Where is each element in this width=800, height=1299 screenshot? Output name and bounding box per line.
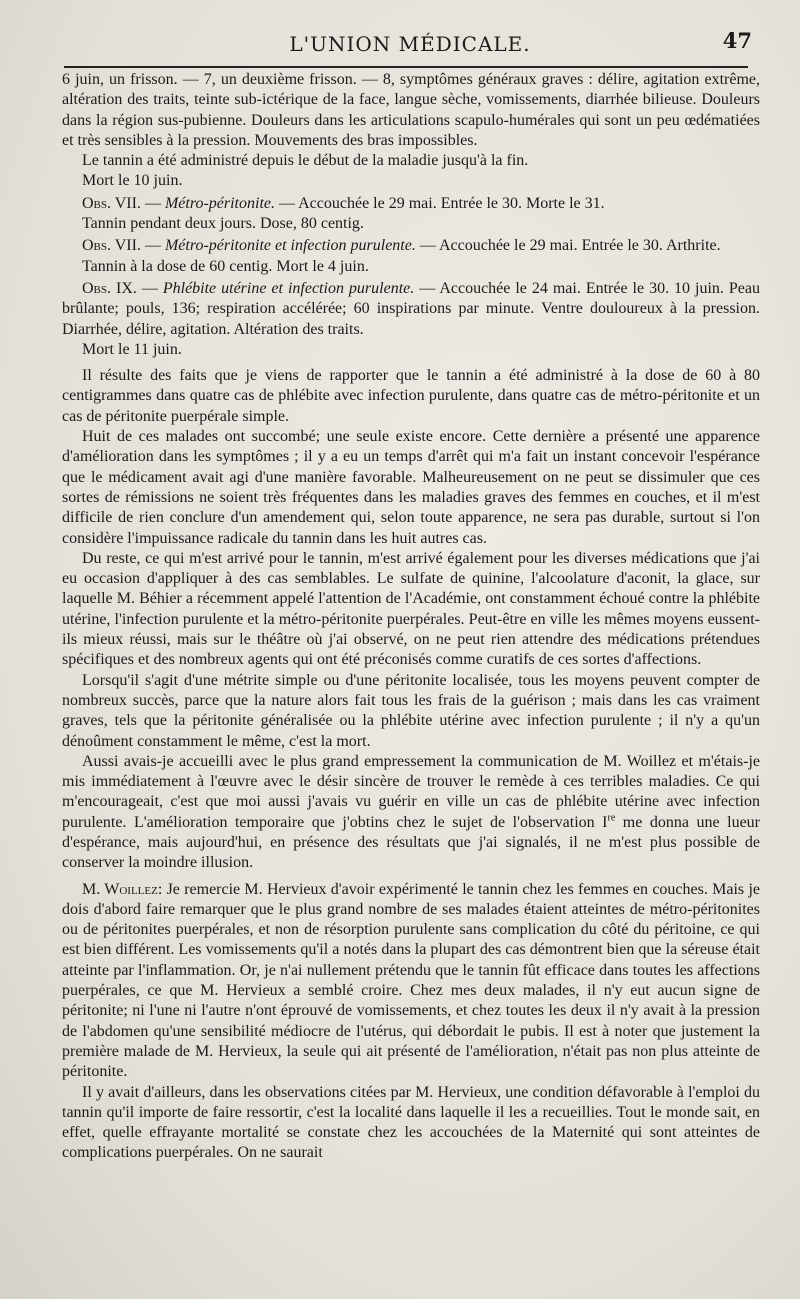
- observation-text: — Accouchée le 29 mai. Entrée le 30. Morte le 31.: [274, 194, 605, 212]
- page-body: [62, 70, 760, 1164]
- observation-title: Métro-péritonite et infection purulente.: [164, 237, 416, 255]
- observation-label: Obs. IX.: [82, 279, 137, 297]
- paragraph: Du reste, ce qui m'est arrivé pour le tannin, m'est arrivé également pour les diverses médications que j'ai eu occasion d'appliquer à des cas semblables. Le sulfate de quinine, l'alcoolature d'aconit, la glace, sur laquelle M. Béhier a récemment appelé l'attention de l'Académie, ont constamment échoué contre la phlébite utérine, l'infection purulente et la métro-péritonite puerpérales. Peut-être en ville les mêmes moyens eussent-ils mieux réussi, mais sur le théâtre où j'ai observé, on ne peut rien attendre des médications prétendues spécifiques et des nombreux agents qui ont été préconisés comme curatifs de ces sortes d'affections.: [62, 549, 760, 669]
- speech-text: : Je remercie M. Hervieux d'avoir expérimenté le tannin chez les femmes en couches. Mais je dois d'abord faire remarquer que le plus grand nombre de ses malades étaient atteintes de métro-péritonites ou de péritonites puerpérales, et non de résorption purulente sans complication du côté du péritoine, ce qui est bien différent. Les vomissements qu'il a notés dans la plupart des cas démontrent bien que la séreuse était atteinte par l'inflammation. Or, je n'ai nullement prétendu que le tannin fût efficace dans toutes les affections puerpérales, ce que M. Hervieux a semblé croire. Chez mes deux malades, il n'y eut aucun signe de péritonite; ni l'une ni l'autre n'ont éprouvé de vomissements, et chez toutes les deux il n'y avait à la pression de l'abdomen qu'une sensibilité médiocre de l'utérus, qui débordait le pubis. Il est à noter que justement la première malade de M. Hervieux, la seule qui ait présenté de l'amélioration, n'était pas non plus atteinte de péritonite.: [62, 880, 760, 1081]
- paragraph: Il y avait d'ailleurs, dans les observations citées par M. Hervieux, une condition défavorable à l'emploi du tannin qu'il importe de faire ressortir, c'est la localité dans laquelle il les a recueillies. Tout le monde sait, en effet, quelle effrayante mortalité se constate chez les accouchées de la Maternité qui sont atteintes de complications puerpérales. On ne saurait: [62, 1083, 760, 1162]
- observation-label: Obs. VII.: [82, 194, 141, 212]
- woillez-remarks: [62, 880, 760, 1083]
- observation-title: Métro-péritonite.: [164, 194, 275, 212]
- observation-label: Obs. VII.: [82, 237, 141, 255]
- paragraph: Il résulte des faits que je viens de rapporter que le tannin a été administré à la dose de 60 à 80 centigrammes dans quatre cas de phlébite avec infection purulente, dans quatre cas de métro-péritonite et un cas de péritonite puerpérale simple.: [62, 367, 760, 425]
- journal-title: L'UNION MÉDICALE.: [289, 32, 531, 56]
- paragraph: Lorsqu'il s'agit d'une métrite simple ou d'une péritonite localisée, tous les moyens peuvent compter de nombreux succès, parce que la nature alors fait tous les frais de la guérison ; mais dans les cas vraiment graves, tels que la péritonite généralisée ou la phlébite utérine avec infection purulente ; il n'y a qu'un dénoûment constamment le même, c'est la mort.: [62, 671, 760, 750]
- page-number: 47: [722, 28, 752, 53]
- paragraph: 6 juin, un frisson. — 7, un deuxième frisson. — 8, symptômes généraux graves : délire, agitation extrême, altération des traits, teinte sub-ictérique de la face, langue sèche, vomissements, diarrhée bilieuse. Douleurs dans la région sus-pubienne. Douleurs dans les articulations scapulo-humérales qui sont un peu œdématiées et très sensibles à la pression. Mouvements des bras impossibles.: [62, 71, 760, 149]
- observation-text: — Accouchée le 29 mai. Entrée le 30. Arthrite.: [415, 237, 721, 255]
- observation-7: [62, 194, 760, 214]
- observation-title: Phlébite utérine et infection purulente.: [162, 279, 415, 297]
- superscript: re: [607, 812, 616, 824]
- paragraph: Le tannin a été administré depuis le début de la maladie jusqu'à la fin.: [82, 152, 529, 170]
- observation-9: [62, 279, 760, 340]
- paragraph-text: me donna une lueur d'espérance, mais aujourd'hui, en présence des résultats que j'ai signalés, il ne m'est plus possible de conserver la moindre illusion.: [62, 813, 760, 872]
- observation-line: Mort le 11 juin.: [82, 340, 182, 358]
- observation-line: Tannin à la dose de 60 centig. Mort le 4 juin.: [82, 257, 369, 275]
- dash: —: [140, 237, 165, 255]
- observation-text: — Accouchée le 24 mai. Entrée le 30. 10 juin. Peau brûlante; pouls, 136; respiration accélérée; 60 inspirations par minute. Ventre douloureux à la pression. Diarrhée, délire, agitation. Altération des traits.: [62, 279, 761, 338]
- dash: —: [136, 279, 163, 297]
- paragraph: Mort le 10 juin.: [82, 172, 183, 190]
- dash: —: [140, 194, 165, 212]
- paragraph: [62, 752, 760, 874]
- running-head: [60, 28, 760, 58]
- speaker-name: M. Woillez: [82, 880, 158, 898]
- observation-line: Tannin pendant deux jours. Dose, 80 centig.: [82, 215, 364, 233]
- paragraph-text: Aussi avais-je accueilli avec le plus grand empressement la communication de M. Woillez et m'étais-je mis immédiatement à l'œuvre avec le désir sincère de trouver le remède à ces terribles maladies. Ce qui m'encourageait, c'est que moi aussi j'avais vu guérir en ville un cas de phlébite utérine avec infection purulente. L'amélioration temporaire que j'obtins chez le sujet de l'observation I: [62, 752, 760, 831]
- paragraph: Huit de ces malades ont succombé; une seule existe encore. Cette dernière a présenté une apparence d'amélioration dans les symptômes ; il y a eu un temps d'arrêt qui m'a fait un instant concevoir l'espérance que le médicament avait agi d'une manière favorable. Malheureusement on ne peut se dissimuler que ces sortes de rémissions ne soient très fréquentes dans les maladies graves des femmes en couches, et il m'est difficile de rien conclure d'un amendement qui, selon toute apparence, ne sera pas durable, surtout si l'on considère l'impuissance radicale du tannin dans les huit autres cas.: [62, 428, 760, 547]
- observation-8: [62, 236, 760, 256]
- header-rule: [64, 66, 748, 68]
